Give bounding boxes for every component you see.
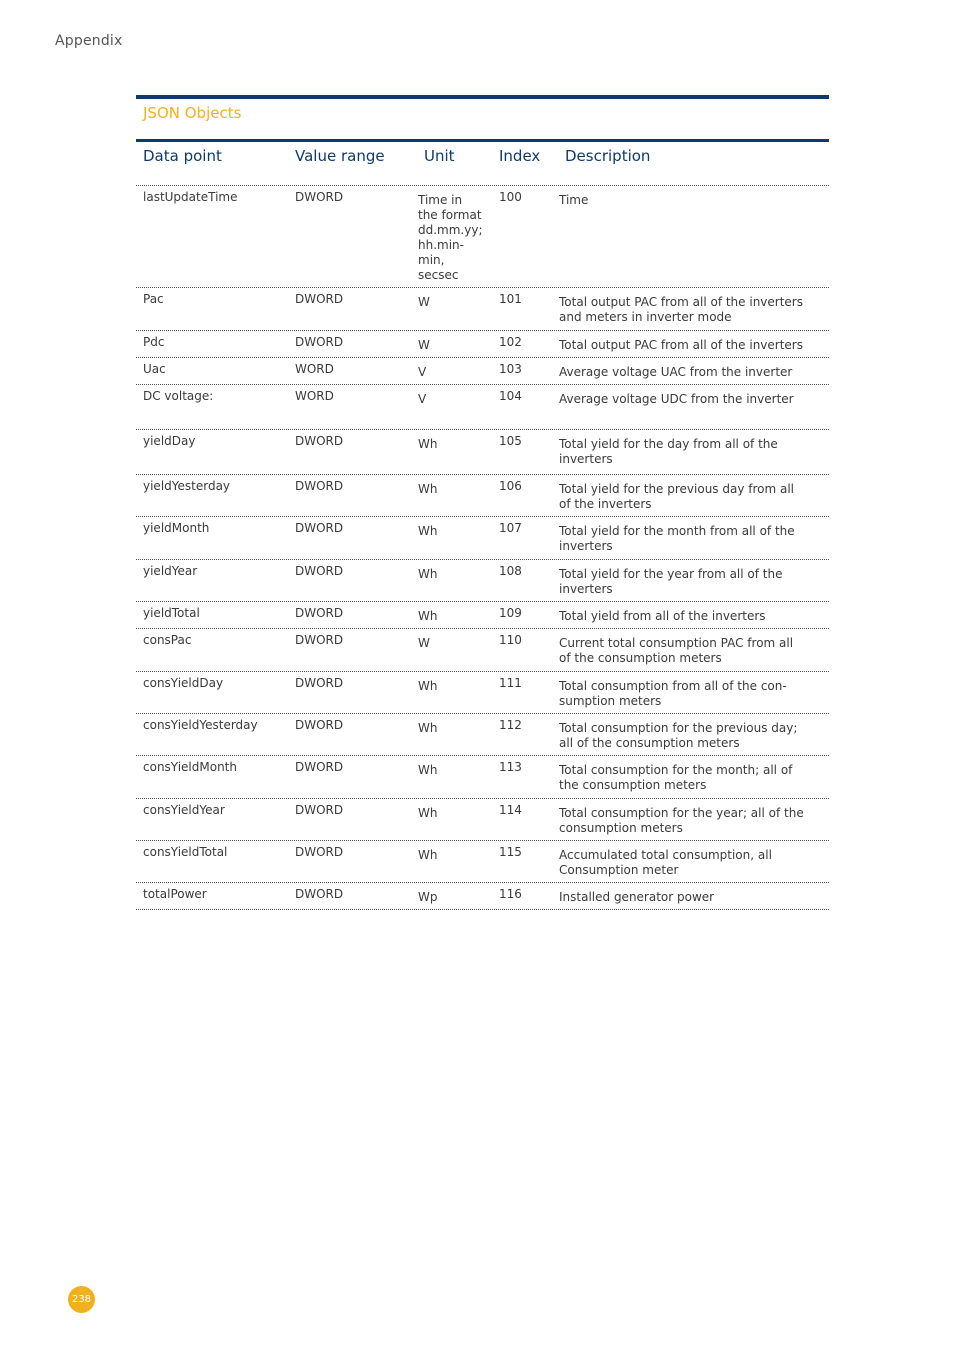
cell-index: 113 xyxy=(499,760,522,774)
table-body xyxy=(136,185,829,910)
cell-unit: Wh xyxy=(418,609,438,623)
cell-description: Total yield for the year from all of the inverters xyxy=(559,567,783,596)
cell-data-point: totalPower xyxy=(143,887,207,901)
table-row xyxy=(136,357,829,384)
cell-unit: Wh xyxy=(418,806,438,820)
cell-data-point: Uac xyxy=(143,362,166,376)
cell-data-point: yieldTotal xyxy=(143,606,200,620)
table-row xyxy=(136,882,829,910)
table-row xyxy=(136,798,829,840)
cell-data-point: yieldMonth xyxy=(143,521,210,535)
cell-index: 102 xyxy=(499,335,522,349)
cell-data-point: consYieldTotal xyxy=(143,845,228,859)
col-header-unit: Unit xyxy=(424,147,455,165)
table-row xyxy=(136,559,829,601)
cell-index: 103 xyxy=(499,362,522,376)
cell-value-range: DWORD xyxy=(295,676,344,690)
table-row xyxy=(136,755,829,798)
cell-index: 114 xyxy=(499,803,522,817)
cell-unit: W xyxy=(418,295,430,309)
cell-data-point: lastUpdateTime xyxy=(143,190,238,204)
cell-value-range: DWORD xyxy=(295,521,344,535)
cell-index: 106 xyxy=(499,479,522,493)
cell-description: Total yield from all of the inverters xyxy=(559,609,766,623)
cell-description: Accumulated total consumption, all Consumption meter xyxy=(559,848,772,877)
cell-unit: Wh xyxy=(418,437,438,451)
cell-data-point: consYieldMonth xyxy=(143,760,237,774)
cell-value-range: WORD xyxy=(295,389,334,403)
col-header-data-point: Data point xyxy=(143,147,222,165)
cell-description: Time xyxy=(559,193,589,207)
cell-description: Total output PAC from all of the inverters and meters in inverter mode xyxy=(559,295,803,324)
cell-unit: Time in the format dd.mm.yy; hh.min- min, secsec xyxy=(418,193,483,282)
cell-description: Current total consumption PAC from all of the consumption meters xyxy=(559,636,794,665)
cell-data-point: consYieldYesterday xyxy=(143,718,258,732)
col-header-index: Index xyxy=(499,147,541,165)
cell-description: Total yield for the month from all of the inverters xyxy=(559,524,795,553)
cell-unit: V xyxy=(418,392,427,406)
cell-description: Total consumption for the previous day; all of the consumption meters xyxy=(559,721,798,750)
cell-unit: Wh xyxy=(418,524,438,538)
cell-data-point: Pac xyxy=(143,292,164,306)
column-headers xyxy=(136,139,829,185)
table-row xyxy=(136,185,829,287)
cell-value-range: DWORD xyxy=(295,292,344,306)
cell-unit: V xyxy=(418,365,427,379)
cell-index: 116 xyxy=(499,887,522,901)
table-title: JSON Objects xyxy=(136,95,829,139)
cell-index: 115 xyxy=(499,845,522,859)
json-objects-table xyxy=(136,95,829,910)
cell-unit: Wh xyxy=(418,482,438,496)
table-row xyxy=(136,671,829,713)
cell-value-range: DWORD xyxy=(295,335,344,349)
cell-description: Total yield for the day from all of the inverters xyxy=(559,437,778,466)
cell-data-point: DC voltage: xyxy=(143,389,214,403)
cell-index: 108 xyxy=(499,564,522,578)
cell-data-point: yieldDay xyxy=(143,434,196,448)
cell-index: 109 xyxy=(499,606,522,620)
cell-data-point: consYieldDay xyxy=(143,676,224,690)
table-row xyxy=(136,628,829,671)
cell-index: 111 xyxy=(499,676,522,690)
cell-description: Installed generator power xyxy=(559,890,715,904)
cell-description: Total consumption for the year; all of the consumption meters xyxy=(559,806,804,835)
cell-value-range: DWORD xyxy=(295,760,344,774)
cell-unit: Wh xyxy=(418,721,438,735)
cell-value-range: WORD xyxy=(295,362,334,376)
cell-value-range: DWORD xyxy=(295,718,344,732)
cell-unit: Wh xyxy=(418,848,438,862)
cell-value-range: DWORD xyxy=(295,803,344,817)
cell-index: 104 xyxy=(499,389,522,403)
cell-index: 112 xyxy=(499,718,522,732)
col-header-value-range: Value range xyxy=(295,147,385,165)
table-row xyxy=(136,384,829,429)
cell-index: 107 xyxy=(499,521,522,535)
table-row xyxy=(136,330,829,357)
cell-description: Average voltage UAC from the inverter xyxy=(559,365,793,379)
cell-unit: Wh xyxy=(418,679,438,693)
section-header: Appendix xyxy=(55,33,123,49)
cell-index: 110 xyxy=(499,633,522,647)
cell-description: Average voltage UDC from the inverter xyxy=(559,392,794,406)
cell-data-point: yieldYesterday xyxy=(143,479,231,493)
cell-description: Total output PAC from all of the inverters xyxy=(559,338,803,352)
cell-value-range: DWORD xyxy=(295,434,344,448)
cell-unit: Wh xyxy=(418,567,438,581)
cell-data-point: consYieldYear xyxy=(143,803,225,817)
cell-index: 105 xyxy=(499,434,522,448)
table-row xyxy=(136,287,829,330)
cell-value-range: DWORD xyxy=(295,845,344,859)
cell-description: Total consumption from all of the con- sumption meters xyxy=(559,679,787,708)
cell-unit: Wh xyxy=(418,763,438,777)
col-header-description: Description xyxy=(565,147,651,165)
cell-value-range: DWORD xyxy=(295,564,344,578)
table-row xyxy=(136,840,829,882)
cell-unit: Wp xyxy=(418,890,438,904)
cell-value-range: DWORD xyxy=(295,887,344,901)
table-row xyxy=(136,474,829,516)
page-number-badge: 238 xyxy=(68,1286,95,1313)
cell-data-point: yieldYear xyxy=(143,564,198,578)
cell-value-range: DWORD xyxy=(295,190,344,204)
cell-value-range: DWORD xyxy=(295,479,344,493)
table-row xyxy=(136,516,829,559)
cell-description: Total consumption for the month; all of the consumption meters xyxy=(559,763,793,792)
cell-data-point: Pdc xyxy=(143,335,165,349)
table-row xyxy=(136,601,829,628)
cell-unit: W xyxy=(418,338,430,352)
cell-index: 100 xyxy=(499,190,522,204)
cell-value-range: DWORD xyxy=(295,606,344,620)
cell-unit: W xyxy=(418,636,430,650)
cell-value-range: DWORD xyxy=(295,633,344,647)
cell-description: Total yield for the previous day from all of the inverters xyxy=(559,482,795,511)
cell-data-point: consPac xyxy=(143,633,192,647)
cell-index: 101 xyxy=(499,292,522,306)
table-row xyxy=(136,429,829,474)
table-row xyxy=(136,713,829,755)
